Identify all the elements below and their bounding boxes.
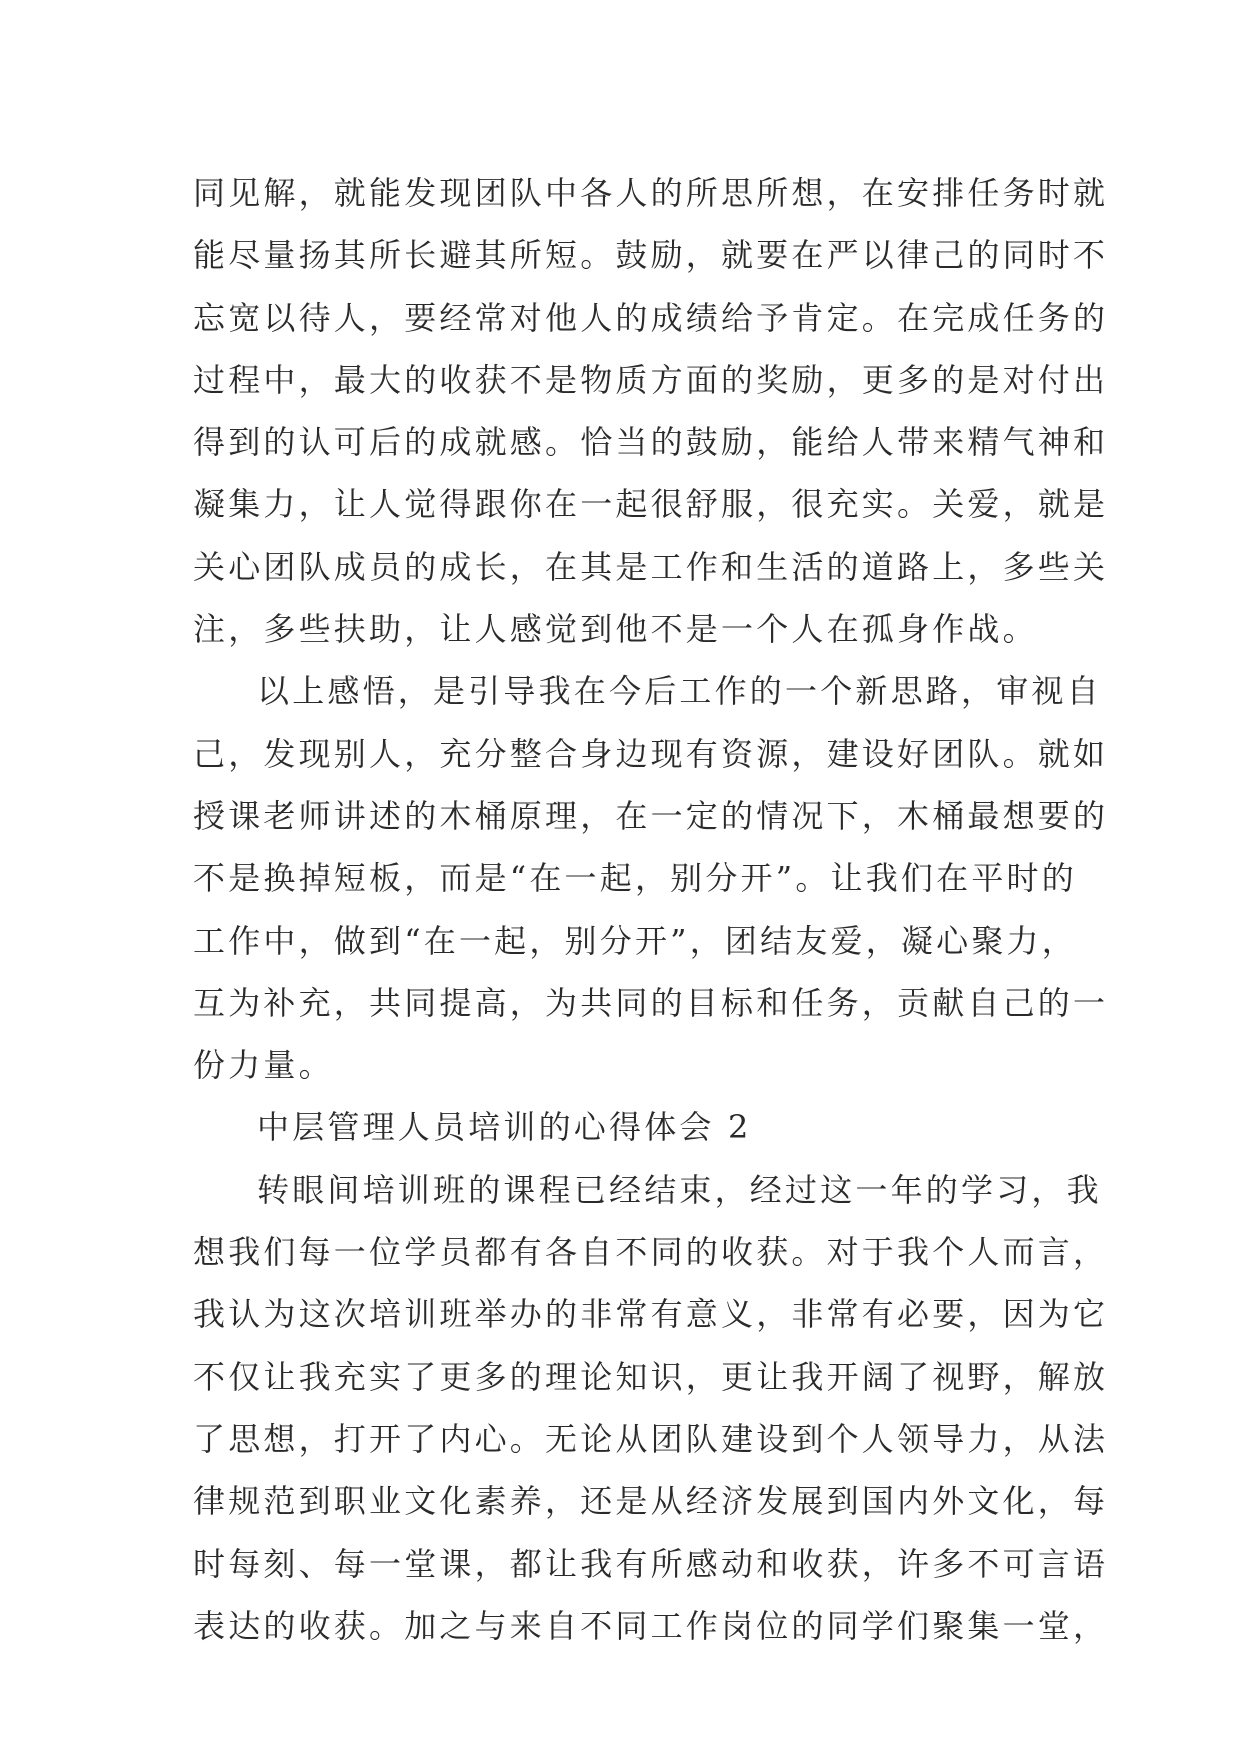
text-line: 中层管理人员培训的心得体会 2 bbox=[257, 1108, 752, 1147]
text-line: 了思想，打开了内心。无论从团队建设到个人领导力，从法 bbox=[193, 1419, 1109, 1458]
text-line: 表达的收获。加之与来自不同工作岗位的同学们聚集一堂， bbox=[193, 1606, 1109, 1645]
text-line: 我认为这次培训班举办的非常有意义，非常有必要，因为它 bbox=[193, 1295, 1109, 1334]
text-line: 授课老师讲述的木桶原理，在一定的情况下，木桶最想要的 bbox=[193, 796, 1109, 835]
body-text bbox=[193, 162, 1109, 1657]
text-line: 互为补充，共同提高，为共同的目标和任务，贡献自己的一 bbox=[193, 983, 1109, 1022]
text-line: 份力量。 bbox=[193, 1046, 334, 1085]
text-line: 不仅让我充实了更多的理论知识，更让我开阔了视野，解放 bbox=[193, 1357, 1109, 1396]
text-line: 同见解，就能发现团队中各人的所思所想，在安排任务时就 bbox=[193, 174, 1109, 212]
text-line: 想我们每一位学员都有各自不同的收获。对于我个人而言， bbox=[193, 1233, 1109, 1272]
text-line: 关心团队成员的成长，在其是工作和生活的道路上，多些关 bbox=[193, 547, 1109, 586]
text-line: 时每刻、每一堂课，都让我有所感动和收获，许多不可言语 bbox=[193, 1544, 1109, 1583]
text-line: 以上感悟，是引导我在今后工作的一个新思路，审视自 bbox=[257, 672, 1102, 711]
text-line: 忘宽以待人，要经常对他人的成绩给予肯定。在完成任务的 bbox=[193, 298, 1109, 337]
text-line: 过程中，最大的收获不是物质方面的奖励，更多的是对付出 bbox=[193, 360, 1109, 399]
text-line: 能尽量扬其所长避其所短。鼓励，就要在严以律己的同时不 bbox=[193, 236, 1109, 275]
text-line: 律规范到职业文化素养，还是从经济发展到国内外文化，每 bbox=[193, 1482, 1109, 1521]
text-line: 己，发现别人，充分整合身边现有资源，建设好团队。就如 bbox=[193, 734, 1109, 773]
text-line: 不是换掉短板，而是“在一起，别分开”。让我们在平时的 bbox=[193, 859, 1077, 898]
text-line: 转眼间培训班的课程已经结束，经过这一年的学习，我 bbox=[257, 1170, 1102, 1209]
text-line: 凝集力，让人觉得跟你在一起很舒服，很充实。关爱，就是 bbox=[193, 485, 1109, 524]
text-line: 工作中，做到“在一起，别分开”，团结友爱，凝心聚力， bbox=[193, 921, 1077, 960]
text-line: 得到的认可后的成就感。恰当的鼓励，能给人带来精气神和 bbox=[193, 423, 1109, 462]
text-line: 注，多些扶助，让人感觉到他不是一个人在孤身作战。 bbox=[193, 610, 1038, 649]
